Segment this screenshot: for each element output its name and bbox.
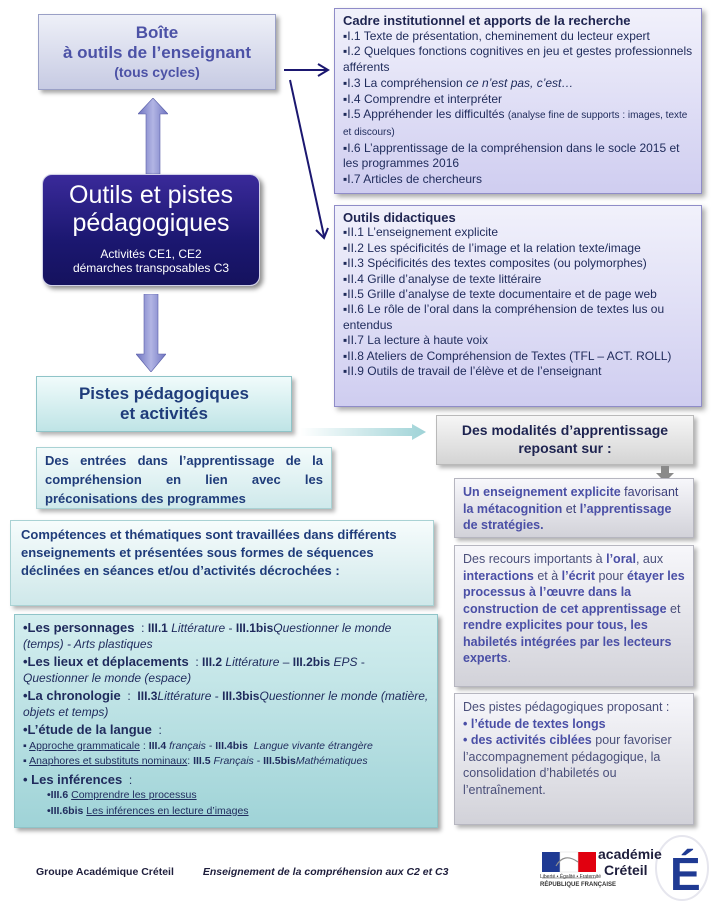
list-item-personnages[interactable]: •Les personnages : III.1 Littérature - III.1bisQuestionner le monde (temps) - Arts plastiques [23, 620, 392, 651]
cadre-item[interactable]: ▪I.4 Comprendre et interpréter [343, 91, 503, 106]
logo-motto: Liberté • Égalité • Fraternité [540, 874, 602, 880]
down-arrow-icon [136, 294, 166, 372]
footer-group: Groupe Académique Créteil [36, 866, 174, 878]
boite-line-2: à outils de l’enseignant [63, 43, 251, 62]
list-subitem-images[interactable]: •III.6bis Les inférences en lecture d’images [47, 804, 249, 817]
academie-creteil-logo [540, 826, 712, 908]
didactiques-item[interactable]: ▪II.1 L’enseignement explicite [343, 225, 499, 240]
list-item-chronologie[interactable]: •La chronologie : III.3Littérature - III.3bisQuestionner le monde (matière, objets et temps) [23, 688, 429, 719]
list-item-langue[interactable]: •L’étude de la langue : [23, 722, 162, 737]
list-subitem-anaphores[interactable]: ▪ Anaphores et substituts nominaux: III.5 Français - III.5bisMathématiques [23, 755, 368, 767]
didactiques-heading: Outils didactiques [343, 210, 456, 225]
g3-textes-longs: • l’étude de textes longs [463, 716, 606, 731]
cadre-item[interactable]: ▪I.7 Articles de chercheurs [343, 172, 482, 187]
didactiques-item[interactable]: ▪II.9 Outils de travail de l’élève et de l’enseignant [343, 364, 602, 379]
footer-title: Enseignement de la compréhension aux C2 et C3 [202, 866, 449, 878]
outils-sub-1: Activités CE1, CE2 [100, 247, 202, 261]
svg-text:É: É [670, 848, 701, 900]
connector-arrows-icon [280, 50, 336, 244]
cadre-heading: Cadre institutionnel et apports de la recherche [343, 13, 631, 28]
list-item-lieux[interactable]: •Les lieux et déplacements : III.2 Littérature – III.2bis EPS - Questionner le monde (espace) [23, 654, 365, 685]
entrees-box[interactable]: Des entrées dans l’apprentissage de la compréhension en lien avec les préconisations des programmes [36, 447, 332, 509]
didactiques-item[interactable]: ▪II.7 La lecture à haute voix [343, 333, 489, 348]
list-subitem-grammaire[interactable]: ▪ Approche grammaticale : III.4 français - III.4bis Langue vivante étrangère [23, 739, 373, 752]
didactiques-item[interactable]: ▪II.8 Ateliers de Compréhension de Textes (TFL – ACT. ROLL) [343, 348, 672, 363]
logo-word-2: Créteil [604, 862, 648, 878]
competences-box[interactable]: Compétences et thématiques sont travaillées dans différents enseignements et présentées sous formes de séquences déclinées en séances et/ou d’activités décrochées : [10, 520, 434, 606]
logo-word-1: académie [598, 846, 662, 862]
logo-republique: RÉPUBLIQUE FRANÇAISE [540, 882, 617, 888]
boite-line-3: (tous cycles) [114, 64, 200, 80]
themes-list-box[interactable] [14, 614, 438, 828]
right-arrow-icon [300, 424, 426, 440]
boite-a-outils-box[interactable] [38, 14, 276, 90]
cadre-institutionnel-panel[interactable] [334, 8, 702, 194]
cadre-item[interactable]: ▪I.2 Quelques fonctions cognitives en jeu et gestes professionnels afférents [343, 44, 693, 75]
outils-title-1: Outils et pistes [69, 181, 233, 209]
up-arrow-icon [138, 98, 168, 174]
list-item-inferences[interactable]: • Les inférences : [23, 771, 133, 787]
footer [36, 866, 448, 878]
outils-sub-2: démarches transposables C3 [72, 261, 230, 275]
enseignement-explicite-box[interactable]: Un enseignement explicite favorisant la métacognition et l’apprentissage de stratégies. [454, 478, 694, 538]
cadre-item[interactable]: ▪I.5 Appréhender les difficultés (analyse fine de supports : images, texte et discours) [343, 107, 688, 138]
pistes-line-1: Pistes pédagogiques [78, 384, 250, 403]
cadre-item[interactable]: ▪I.3 La compréhension ce n’est pas, c’est… [343, 75, 574, 90]
pistes-pedagogiques-box[interactable] [36, 376, 292, 432]
didactiques-item[interactable]: ▪II.5 Grille d’analyse de texte documentaire et de page web [343, 287, 657, 302]
didactiques-item[interactable]: ▪II.2 Les spécificités de l’image et la relation texte/image [343, 240, 641, 255]
cadre-item[interactable]: ▪I.1 Texte de présentation, cheminement du lecteur expert [343, 28, 650, 43]
boite-line-1: Boîte [135, 23, 179, 42]
outils-title-2: pédagogiques [72, 209, 230, 237]
didactiques-item[interactable]: ▪II.4 Grille d’analyse de texte littéraire [343, 271, 542, 286]
g3-intro: Des pistes pédagogiques proposant : [463, 700, 670, 714]
didactiques-item[interactable]: ▪II.3 Spécificités des textes composites (ou polymorphes) [343, 256, 647, 271]
pistes-line-2: et activités [120, 404, 208, 423]
pistes-proposant-box[interactable]: Des pistes pédagogiques proposant : • l’étude de textes longs • des activités ciblées pour favoriser l’accompagnement pédagogique, la consolidation d’habiletés ou l’entraînement. [454, 693, 694, 825]
list-subitem-processus[interactable]: •III.6 Comprendre les processus [47, 789, 197, 801]
didactiques-item[interactable]: ▪II.6 Le rôle de l’oral dans la compréhension de textes lus ou entendus [343, 302, 665, 332]
recours-oral-box[interactable]: Des recours importants à l’oral, aux interactions et à l’écrit pour étayer les processus à l’œuvre dans la construction de cet apprentissage et rendre explicites pour tous, les habiletés intégrées par les lecteurs experts. [454, 545, 694, 687]
outils-didactiques-panel[interactable] [334, 205, 702, 407]
modalites-line-2: reposant sur : [518, 440, 612, 456]
modalites-box[interactable] [436, 415, 694, 465]
modalites-line-1: Des modalités d’apprentissage [461, 422, 669, 438]
outils-et-pistes-box[interactable] [42, 174, 260, 286]
cadre-item[interactable]: ▪I.6 L’apprentissage de la compréhension dans le socle 2015 et les programmes 2016 [343, 140, 680, 171]
